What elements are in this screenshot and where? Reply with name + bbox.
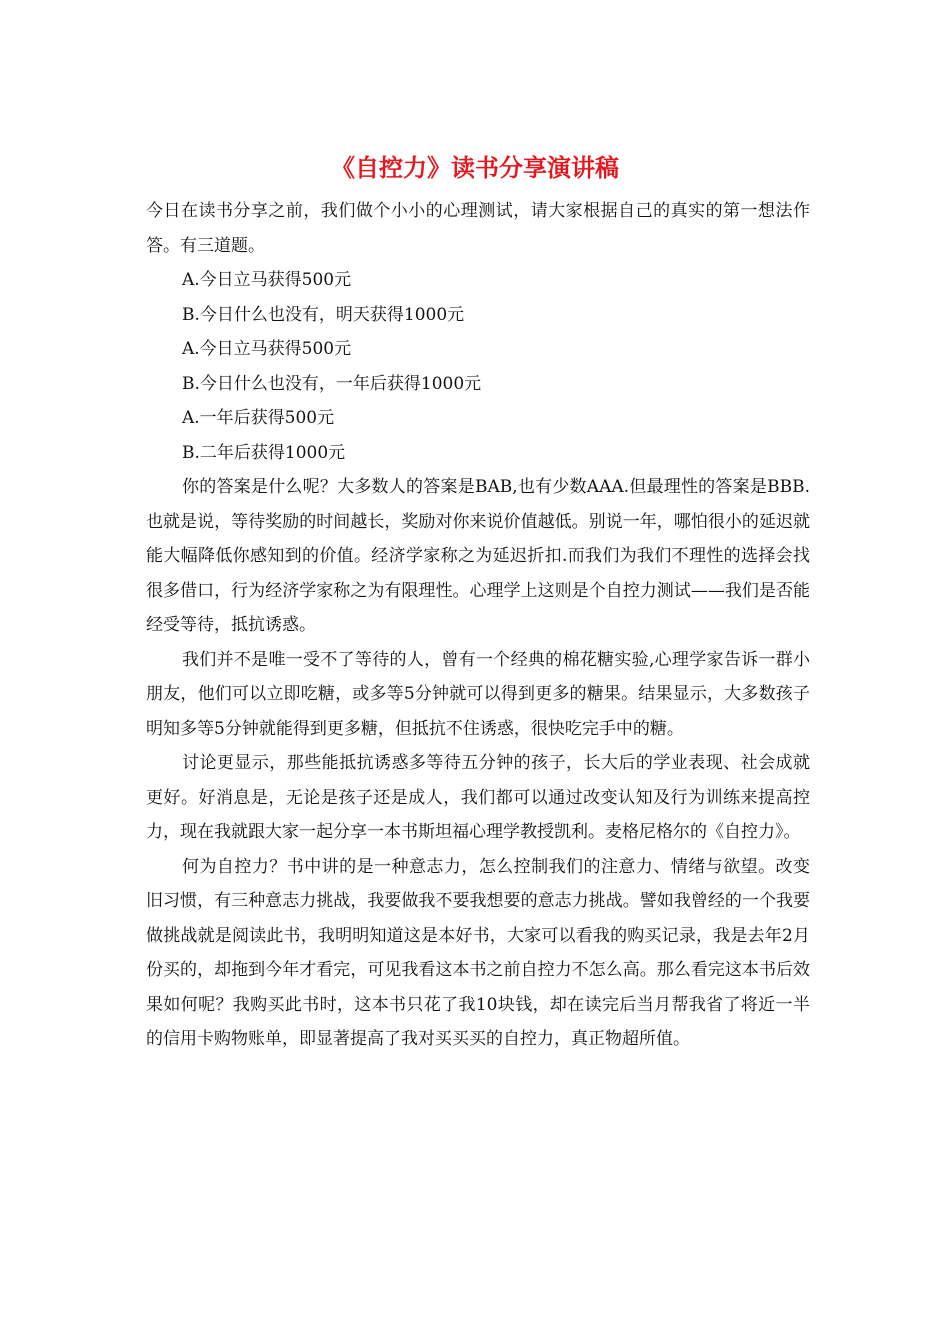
document-body xyxy=(146,194,810,1057)
intro-paragraph: 今日在读书分享之前，我们做个小小的心理测试，请大家根据自己的真实的第一想法作答。有三道题。 xyxy=(146,201,810,256)
option-item: B.二年后获得1000元 xyxy=(182,442,346,463)
option-item: B.今日什么也没有，一年后获得1000元 xyxy=(182,373,482,394)
body-paragraph: 我们并不是唯一受不了等待的人，曾有一个经典的棉花糖实验,心理学家告诉一群小朋友，他们可以立即吃糖，或多等5分钟就可以得到更多的糖果。结果显示，大多数孩子明知多等5分钟就能得到更多糖，但抵抗不住诱惑，很快吃完手中的糖。 xyxy=(146,649,810,739)
body-paragraph: 你的答案是什么呢？大多数人的答案是BAB,也有少数AAA.但最理性的答案是BBB.也就是说，等待奖励的时间越长，奖励对你来说价值越低。别说一年，哪怕很小的延迟就能大幅降低你感知到的价值。经济学家称之为延迟折扣.而我们为我们不理性的选择会找很多借口，行为经济学家称之为有限理性。心理学上这则是个自控力测试——我们是否能经受等待，抵抗诱惑。 xyxy=(146,477,810,635)
option-item: A.今日立马获得500元 xyxy=(182,270,352,290)
option-item: A.一年后获得500元 xyxy=(182,408,335,428)
document-title: 《自控力》读书分享演讲稿 xyxy=(331,153,619,182)
option-item: B.今日什么也没有，明天获得1000元 xyxy=(182,304,465,325)
option-item: A.今日立马获得500元 xyxy=(182,339,352,359)
body-paragraph: 何为自控力？书中讲的是一种意志力，怎么控制我们的注意力、情绪与欲望。改变旧习惯，有三种意志力挑战，我要做我不要我想要的意志力挑战。譬如我曾经的一个我要做挑战就是阅读此书，我明明知道这是本好书，大家可以看我的购买记录，我是去年2月份买的，却拖到今年才看完，可见我看这本书之前自控力不怎么高。那么看完这本书后效果如何呢？我购买此书时，这本书只花了我10块钱，却在读完后当月帮我省了将近一半的信用卡购物账单，即显著提高了我对买买买的自控力，真正物超所值。 xyxy=(146,856,810,1049)
body-paragraph: 讨论更显示，那些能抵抗诱惑多等待五分钟的孩子，长大后的学业表现、社会成就更好。好消息是，无论是孩子还是成人，我们都可以通过改变认知及行为训练来提高控力，现在我就跟大家一起分享一本书斯坦福心理学教授凯利。麦格尼格尔的《自控力》。 xyxy=(146,753,810,842)
